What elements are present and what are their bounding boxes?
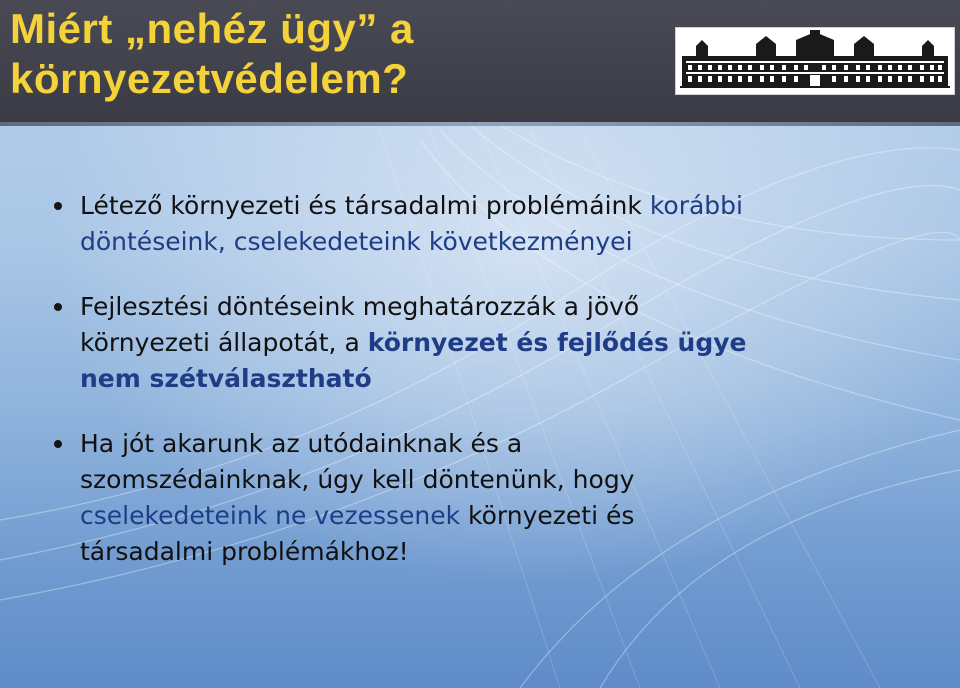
bullet-item [50, 289, 750, 397]
bullet-text: Fejlesztési döntéseink meghatározzák a jövő környezeti állapotát, a [80, 292, 640, 357]
bullet-item [50, 188, 750, 260]
bullet-text: környezeti és társadalmi problémákhoz! [80, 501, 635, 566]
highlight-bold-text: környezet és fejlődés ügye nem szétválasztható [80, 328, 747, 393]
bullet-item [50, 426, 750, 570]
bullet-dot-icon [54, 303, 62, 311]
university-building-logo-icon [675, 27, 955, 95]
highlight-text: korábbi döntéseink [80, 191, 743, 256]
highlight-text: cselekedeteink ne vezessenek [80, 501, 461, 530]
bullet-dot-icon [54, 202, 62, 210]
bullet-text: Létező környezeti és társadalmi problémáink [80, 191, 650, 220]
slide-title: Miért „nehéz ügy” a környezetvédelem? [10, 5, 414, 102]
bullet-text: Ha jót akarunk az utódainknak és a szomszédainknak, úgy kell döntenünk, hogy [80, 429, 635, 494]
bullet-dot-icon [54, 440, 62, 448]
title-divider [0, 122, 960, 126]
bullet-list [50, 188, 750, 599]
highlight-text: , cselekedeteink következményei [217, 227, 633, 256]
